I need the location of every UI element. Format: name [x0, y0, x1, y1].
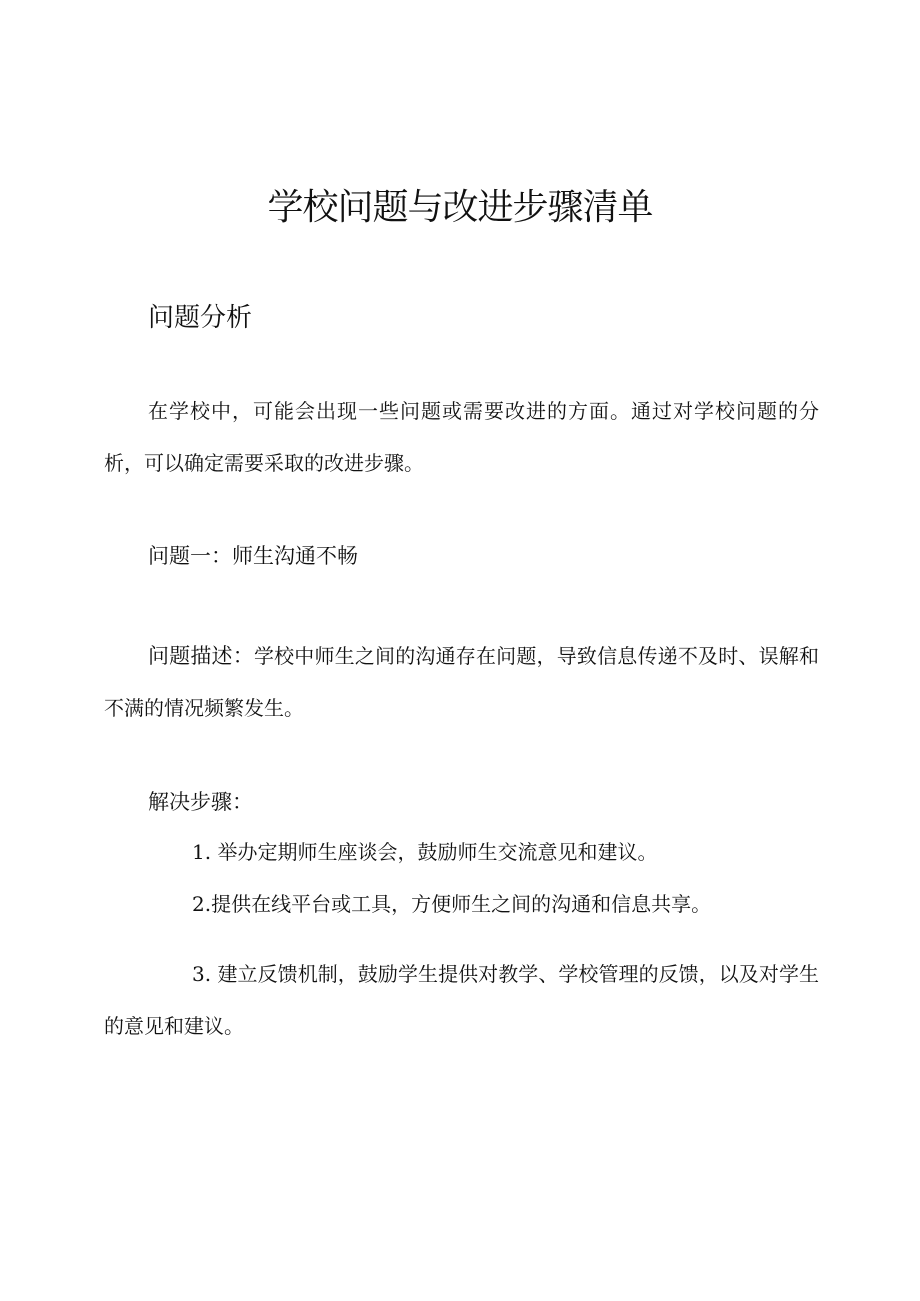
steps-label: 解决步骤：	[148, 790, 253, 814]
problem-description-text: 学校中师生之间的沟通存在问题，导致信息传递不及时、误解和不满的情况频繁发生。	[104, 644, 819, 720]
step-number: 3	[192, 962, 205, 986]
step-number: 1	[192, 840, 205, 864]
section-heading-analysis: 问题分析	[148, 303, 253, 333]
problem-description-label: 问题描述：	[148, 644, 254, 668]
step-item-2	[104, 878, 819, 930]
document-title: 学校问题与改进步骤清单	[267, 187, 653, 228]
step-number: 2	[192, 892, 205, 916]
problem-heading: 问题一：师生沟通不畅	[148, 544, 358, 568]
step-text: . 建立反馈机制，鼓励学生提供对教学、学校管理的反馈，以及对学生的意见和建议。	[104, 962, 819, 1038]
problem-description-paragraph	[104, 630, 819, 734]
step-text: .提供在线平台或工具，方便师生之间的沟通和信息共享。	[204, 892, 712, 916]
step-item-1	[104, 826, 819, 878]
intro-paragraph: 在学校中，可能会出现一些问题或需要改进的方面。通过对学校问题的分析，可以确定需要采取的改进步骤。	[104, 399, 819, 475]
step-item-3	[104, 948, 819, 1052]
step-text: . 举办定期师生座谈会，鼓励师生交流意见和建议。	[204, 840, 658, 864]
